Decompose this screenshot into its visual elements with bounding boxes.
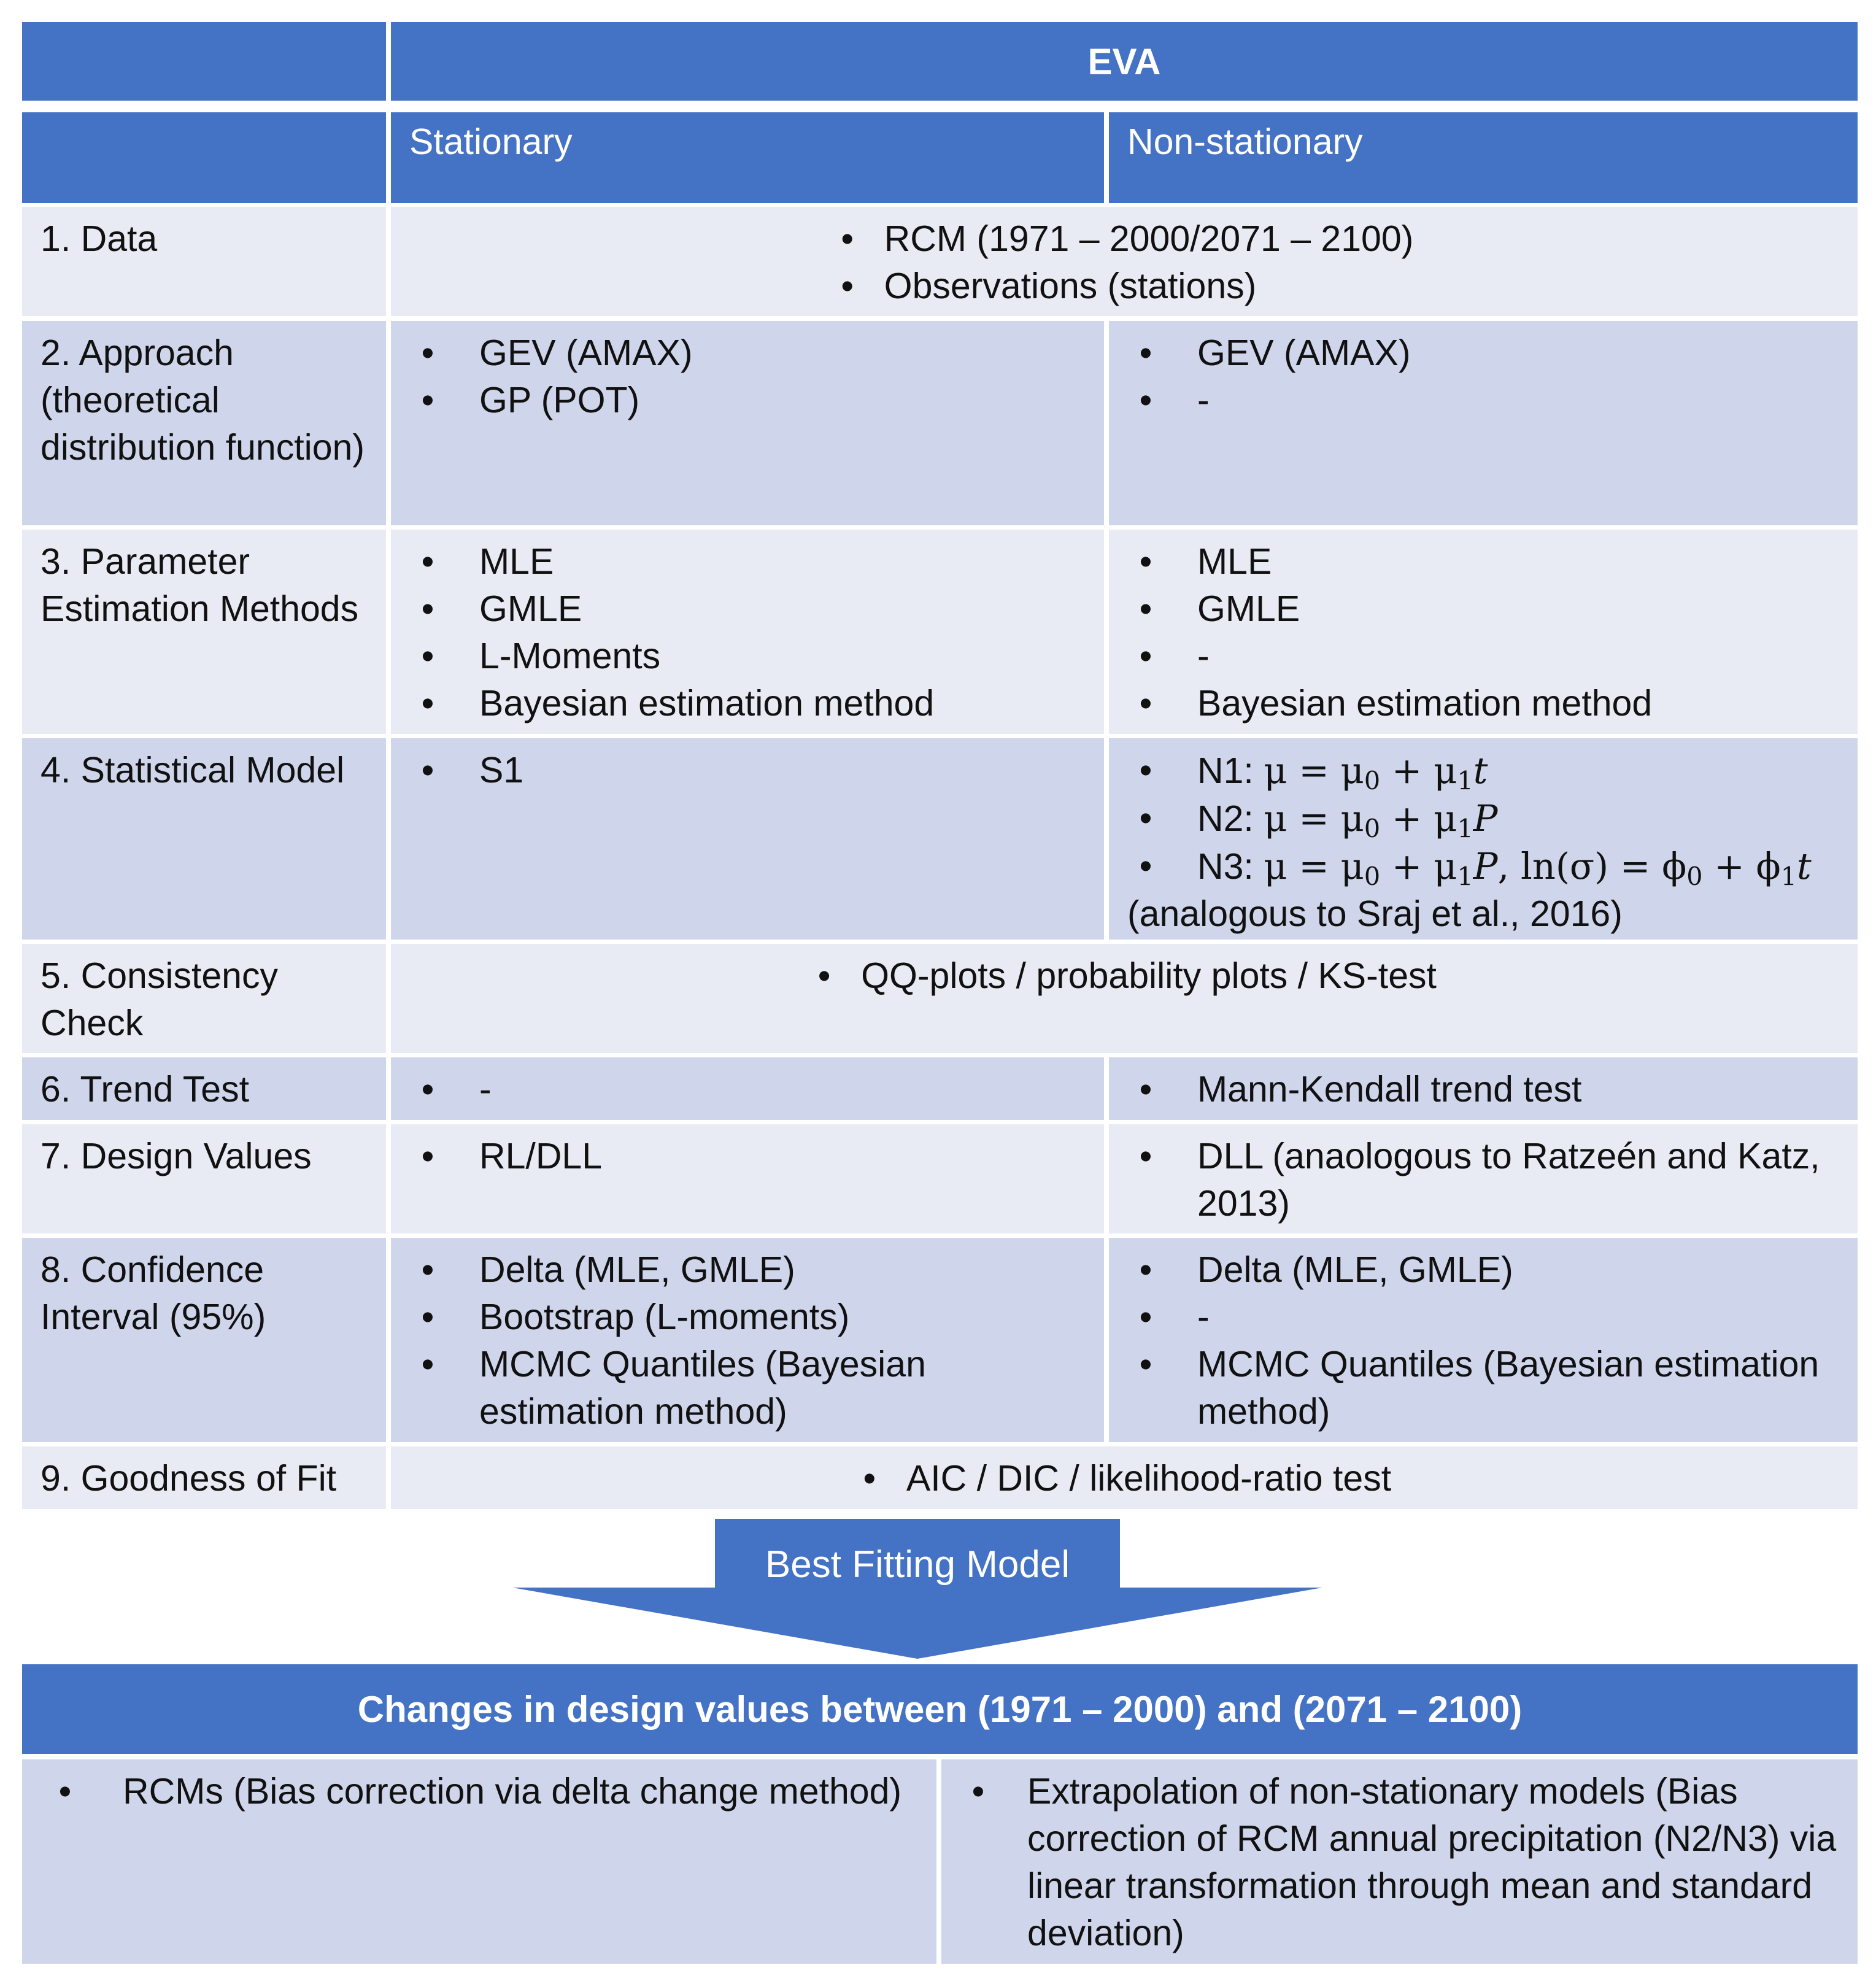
row-trend-nonstationary-cell [1109, 1057, 1858, 1120]
list-item: • Delta (MLE, GMLE) [409, 1246, 1092, 1294]
bullet-icon: • [1139, 589, 1152, 629]
bullet-icon: • [817, 955, 831, 996]
row-approach-stationary-cell [391, 321, 1104, 525]
row-consistency-label: 5. Consistency Check [41, 955, 278, 1043]
bullet-icon: • [1139, 1297, 1152, 1337]
nonstationary-header-cell [1109, 112, 1858, 203]
bullet-icon: • [421, 1249, 434, 1290]
list-item: • MCMC Quantiles (Bayesian estimation method) [409, 1341, 1092, 1435]
row-goodness-shared-cell [391, 1446, 1858, 1509]
bullet-icon: • [421, 636, 434, 676]
bullet-icon: • [421, 333, 434, 373]
model-n3-formula: • N3: $\mu = \mu_0 + \mu_1P$, $\ln(\sigma) = \phi_0 + \phi_1t$ [1127, 843, 1858, 890]
bullet-icon: • [1139, 333, 1152, 373]
eva-header-cell [391, 22, 1858, 101]
statistical-model-note: (analogous to Sraj et al., 2016) [1127, 894, 1623, 934]
list-item: • RCMs (Bias correction via delta change method) [53, 1768, 918, 1815]
bullet-icon: • [1139, 1136, 1152, 1176]
list-item: • DLL (anaologous to Ratzeén and Katz, 2013) [1127, 1133, 1845, 1227]
row-design-label-cell [22, 1124, 386, 1233]
list-item: • GEV (AMAX) [409, 330, 1104, 377]
list-item: • MLE [409, 538, 1104, 585]
list-item: • GMLE [409, 585, 1104, 633]
row-design-label: 7. Design Values [41, 1136, 312, 1176]
bullet-icon: • [841, 218, 854, 259]
stationary-column-title: Stationary [409, 122, 573, 162]
list-item: • Bayesian estimation method [409, 680, 1104, 727]
list-item: • Observations (stations) [835, 263, 1414, 310]
row-parameter-stationary-cell [391, 530, 1104, 734]
row-parameter-label: 3. Parameter Estimation Methods [41, 541, 359, 629]
row-trend-label: 6. Trend Test [41, 1069, 249, 1110]
list-item: • RCM (1971 – 2000/2071 – 2100) [835, 215, 1414, 263]
list-item: • MCMC Quantiles (Bayesian estimation method) [1127, 1341, 1845, 1435]
bullet-icon: • [421, 1297, 434, 1337]
list-item: • - [1127, 377, 1858, 424]
list-item: • S1 [409, 747, 1104, 794]
row-trend-label-cell [22, 1057, 386, 1120]
column-header-blank-cell [22, 112, 386, 203]
row-consistency-shared-cell [391, 944, 1858, 1053]
changes-title: Changes in design values between (1971 – 2000) and (2071 – 2100) [357, 1688, 1523, 1730]
row-design-stationary-cell [391, 1124, 1104, 1233]
list-item: • Delta (MLE, GMLE) [1127, 1246, 1845, 1294]
model-n1-formula: • N1: $\mu = \mu_0 + \mu_1t$ [1127, 747, 1858, 795]
list-item: • - [409, 1066, 1104, 1113]
bullet-icon: • [421, 1344, 434, 1384]
bullet-icon: • [1139, 846, 1152, 886]
row-consistency-label-cell [22, 944, 386, 1053]
list-item: • GP (POT) [409, 377, 1104, 424]
bullet-icon: • [421, 750, 434, 790]
eva-header-blank-cell [22, 22, 386, 101]
row-goodness-label: 9. Goodness of Fit [41, 1458, 337, 1499]
bullet-icon: • [1139, 750, 1152, 790]
bullet-icon: • [421, 380, 434, 420]
row-approach-label-cell [22, 321, 386, 525]
row-approach-label: 2. Approach (theoretical distribution function) [41, 333, 365, 468]
eva-title: EVA [1087, 41, 1161, 82]
row-confidence-label-cell [22, 1238, 386, 1442]
row-confidence-stationary-cell [391, 1238, 1104, 1442]
row-statistical-nonstationary-cell [1109, 738, 1858, 940]
list-item: • Mann-Kendall trend test [1127, 1066, 1858, 1113]
row-confidence-label: 8. Confidence Interval (95%) [41, 1249, 266, 1337]
bullet-icon: • [421, 541, 434, 582]
row-data-label: 1. Data [41, 218, 158, 259]
row-goodness-label-cell [22, 1446, 386, 1509]
list-item: • AIC / DIC / likelihood-ratio test [857, 1455, 1391, 1502]
nonstationary-column-title: Non-stationary [1127, 122, 1363, 162]
bullet-icon: • [421, 589, 434, 629]
changes-left-cell [22, 1759, 936, 1964]
list-item: • Extrapolation of non-stationary models (Bias correction of RCM annual precipitation (N2/N3) via linear transformation through mean and standard deviation) [960, 1768, 1845, 1957]
bullet-icon: • [971, 1771, 985, 1812]
bullet-icon: • [421, 1136, 434, 1176]
row-design-nonstationary-cell [1109, 1124, 1858, 1233]
row-data-label-cell [22, 207, 386, 316]
bullet-icon: • [1139, 1344, 1152, 1384]
list-item: • Bayesian estimation method [1127, 680, 1858, 727]
stationary-header-cell [391, 112, 1104, 203]
bullet-icon: • [421, 1069, 434, 1110]
bullet-icon: • [421, 683, 434, 724]
bullet-icon: • [841, 266, 854, 306]
best-fitting-model-label: Best Fitting Model [765, 1543, 1070, 1586]
bullet-icon: • [1139, 683, 1152, 724]
row-statistical-label: 4. Statistical Model [41, 750, 345, 790]
row-confidence-nonstationary-cell [1109, 1238, 1858, 1442]
row-statistical-label-cell [22, 738, 386, 940]
bullet-icon: • [58, 1771, 72, 1812]
bullet-icon: • [1139, 1069, 1152, 1110]
list-item: • - [1127, 1294, 1845, 1341]
list-item: • GMLE [1127, 585, 1858, 633]
row-trend-stationary-cell [391, 1057, 1104, 1120]
bullet-icon: • [1139, 541, 1152, 582]
list-item: • QQ-plots / probability plots / KS-test [812, 952, 1437, 1000]
list-item: • Bootstrap (L-moments) [409, 1294, 1092, 1341]
bullet-icon: • [1139, 798, 1152, 838]
bullet-icon: • [863, 1458, 876, 1499]
changes-header-cell [22, 1664, 1858, 1754]
row-parameter-label-cell [22, 530, 386, 734]
list-item: • L-Moments [409, 633, 1104, 680]
row-statistical-stationary-cell [391, 738, 1104, 940]
list-item: • RL/DLL [409, 1133, 1104, 1180]
row-data-shared-cell [391, 207, 1858, 316]
list-item: • GEV (AMAX) [1127, 330, 1858, 377]
model-n2-formula: • N2: $\mu = \mu_0 + \mu_1P$ [1127, 795, 1858, 843]
list-item: • - [1127, 633, 1858, 680]
row-approach-nonstationary-cell [1109, 321, 1858, 525]
bullet-icon: • [1139, 636, 1152, 676]
bullet-icon: • [1139, 1249, 1152, 1290]
list-item: • MLE [1127, 538, 1858, 585]
row-parameter-nonstationary-cell [1109, 530, 1858, 734]
changes-right-cell [941, 1759, 1858, 1964]
bullet-icon: • [1139, 380, 1152, 420]
